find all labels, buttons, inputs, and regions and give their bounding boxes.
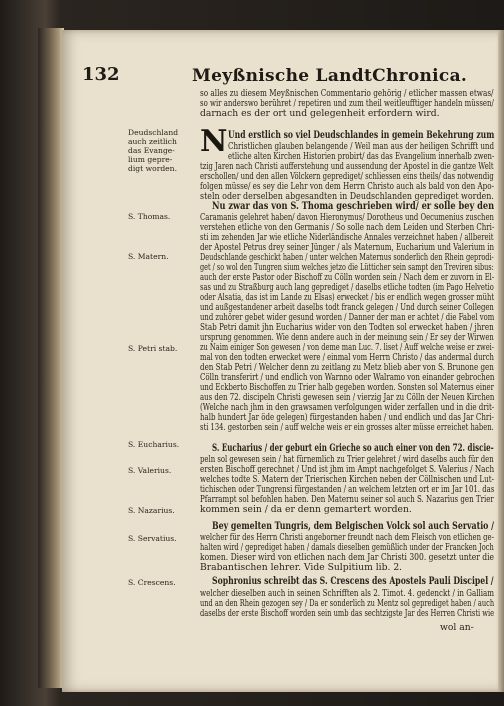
page-number: 132: [82, 64, 120, 85]
text-line: der Apostel Petrus drey seiner Jünger / als Maternum, Eucharium und Valerium in: [200, 242, 495, 253]
text-line: aus den 72. discipeln Christi gewesen sein / vierzig Jar zu Cölln der Neuen Kirchen: [200, 392, 495, 403]
drop-cap: N: [200, 124, 228, 159]
margin-note: S. Eucharius.: [128, 440, 180, 449]
text-line: und an den Rhein gezogen sey / Da er sonderlich zu Mentz sol geprediget haben / auch: [200, 598, 495, 609]
text-line: Bey gemelten Tungris, dem Belgischen Volck sol auch Servatio /: [212, 520, 494, 532]
text-line: halb hundert Jar öde gelegen) fürgestanden haben / und endlich und das Jar Chri-: [200, 412, 494, 423]
text-line: ersten Bischoff gerechnet / Und ist jhm im Ampt nachgefolget S. Valerius / Nach: [200, 464, 495, 475]
text-line: welches todte S. Matern der Trierischen Kirchen neben der Cöllnischen und Lut-: [200, 474, 495, 485]
text-line: S. Eucharius / der geburt ein Grieche so auch einer von den 72. discie-: [212, 442, 494, 454]
text-line: ursprung genommen. Wie denn andere auch in der meinung sein / Er sey der Wirwen: [200, 332, 494, 343]
text-line: Pfarrampt sol befohlen haben. Den Maternu seiner sol auch S. Nazarius gen Trier: [200, 494, 494, 505]
text-line: folgen müsse/ es sey die Lehr von dem Herrn Christo auch als bald von den Apo-: [200, 181, 495, 192]
text-line: und Eckberto Bischoffen zu Trier halb gegeben worden. Sonsten sol Maternus einer: [200, 382, 494, 393]
text-line: so alles zu diesem Meyßnischen Commentario gehörig / etlicher massen etwas/: [200, 88, 494, 99]
text-line: Sophronius schreibt das S. Crescens des Apostels Pauli Discipel /: [212, 575, 494, 587]
text-line: sti im zehenden Jar wie etliche Niderländische Annales verzeichnet haben / allbereit: [200, 232, 494, 243]
text-line: erschollen/ und den allen Völckern geprediget/ schliessen eins theils/ das notwendig: [200, 171, 494, 182]
margin-note: S. Crescens.: [128, 578, 176, 587]
text-line: daselbs der erste Bischoff worden sein umb das sechtzigste Jar des Herren Christi wie: [200, 608, 495, 619]
margin-note: lium gepre-: [128, 155, 173, 164]
text-line: etliche alten Kirchen Historien probirt/ das das Evangelium innerhalb zwen-: [228, 151, 495, 162]
text-line: mal von den todten erwecket were / einmal vom Herrn Christo / das andermal durch: [200, 352, 494, 363]
text-line: tzig Jaren nach Christi aufferstehung und aussendung der Apostel in die gantze Welt: [200, 161, 494, 172]
text-line: komen. Dieser wird von etlichen nach dem Jar Christi 300. gesetzt unter die: [200, 552, 495, 563]
text-line: sas und zu Straßburg auch lang geprediget / daselbs etliche todten (im Pago Helvetio: [200, 282, 494, 293]
margin-note: S. Servatius.: [128, 534, 177, 543]
text-line: kommen sein / da er denn gemartert worden.: [200, 504, 412, 515]
margin-note: S. Matern.: [128, 252, 169, 261]
text-line: Stab Petri damit jhn Eucharius wider von den Todten sol erwecket haben / jhren: [200, 322, 494, 333]
text-line: welcher dieselben auch in seinen Schrifften als 2. Timot. 4. gedenckt / in Galliam: [200, 588, 495, 599]
text-line: Deudschlande geschickt haben / unter welchen Maternus sonderlich den Rhein geprodi-: [200, 252, 494, 263]
running-title: Meyßnische LandtChronica.: [192, 66, 468, 86]
text-line: steln oder derselben abgesandten in Deudschlanden geprediget worden.: [200, 191, 494, 202]
text-line: darnach es der ort und gelegenheit erfordern wird.: [200, 108, 440, 119]
text-line: zu Naim einiger Son gewesen / von deme man Luc. 7. liset / Auff welche weise er zwei-: [200, 342, 495, 353]
text-line: Nu zwar das von S. Thoma geschrieben wird/ er solle bey den: [212, 200, 495, 212]
margin-note: S. Nazarius.: [128, 506, 175, 515]
text-line: verstehen etliche von den Germanis / So solle nach dem Leiden und Sterben Chri-: [200, 222, 495, 233]
text-line: so wir anderswo berühret / repetiren und zum theil weitleufftiger handeln müssen/: [200, 98, 494, 109]
text-line: Brabantischen lehrer. Vide Sulpitium lib. 2.: [200, 562, 403, 573]
text-line: und außgestandener arbeit daselbs todt franck gelegen / Und durch seiner Collegen: [200, 302, 494, 313]
page-header: [82, 64, 492, 88]
margin-note: das Evange-: [128, 146, 175, 155]
text-line: oder Alsatia, das ist im Lande zu Elsas) erwecket / bis er endlich wegen grosser müht: [200, 292, 495, 303]
text-line: sti 134. gestorben sein / auff welche weis er ein grosses alter müsse erreichet haben.: [200, 422, 494, 433]
margin-note: S. Petri stab.: [128, 344, 178, 353]
margin-note: auch zeitlich: [128, 137, 177, 146]
margin-note: S. Valerius.: [128, 466, 172, 475]
text-line: Christlichen glauben belangende / Weil man aus der heiligen Schrifft und: [228, 141, 495, 152]
text-line: Cölln transferirt / und endlich von Warnno oder Walramo von einander gebrochen: [200, 372, 495, 383]
text-line: den Stab Petri / Welcher denn zu zeitlang zu Metz blieb aber von S. Brunone gen: [200, 362, 494, 373]
margin-note: S. Thomas.: [128, 212, 171, 221]
margin-note: Deudschland: [128, 128, 179, 137]
text-line: auch der erste Pastor oder Bischoff zu Cölln worden sein / Nach dem er zuvorn in El-: [200, 272, 495, 283]
text-line: Und erstlich so viel Deudschlandes in gemein Bekehrung zum: [228, 129, 495, 141]
catchword: wol an-: [440, 622, 474, 633]
text-line: und zuhörer gebet wider gesund worden / Danner der man er achtet / die Fabel vom: [200, 312, 495, 323]
margin-note: digt worden.: [128, 164, 177, 173]
book-spine: [38, 28, 64, 688]
text-line: get / so wol den Tungren sium welches jetzo die Lütticher sein sampt den Treviren sibus:: [200, 262, 494, 273]
text-line: (Welche nach jhm in den grawsamen verfolgungen wider zerfallen und in die drit-: [200, 402, 495, 413]
page-edge: [498, 30, 504, 692]
text-line: Caramanis gelehret haben/ davon Hieronymus/ Dorotheus und Oecumenius zuschen: [200, 212, 494, 223]
text-line: welcher für des Herrn Christi angeborner freundt nach dem Fleisch von etlichen ge-: [200, 532, 494, 543]
text-line: tichischen oder Tungrensi fürgestanden / an welchem letzten ort er im Jar 101. das: [200, 484, 495, 495]
text-line: peln sol gewesen sein / hat fürnemlich zu Trier gelehret / wird daselbs auch für den: [200, 454, 494, 465]
text-line: halten wird / geprediget haben / damals dieselben gemüßlich under der Francken Joch: [200, 542, 494, 553]
